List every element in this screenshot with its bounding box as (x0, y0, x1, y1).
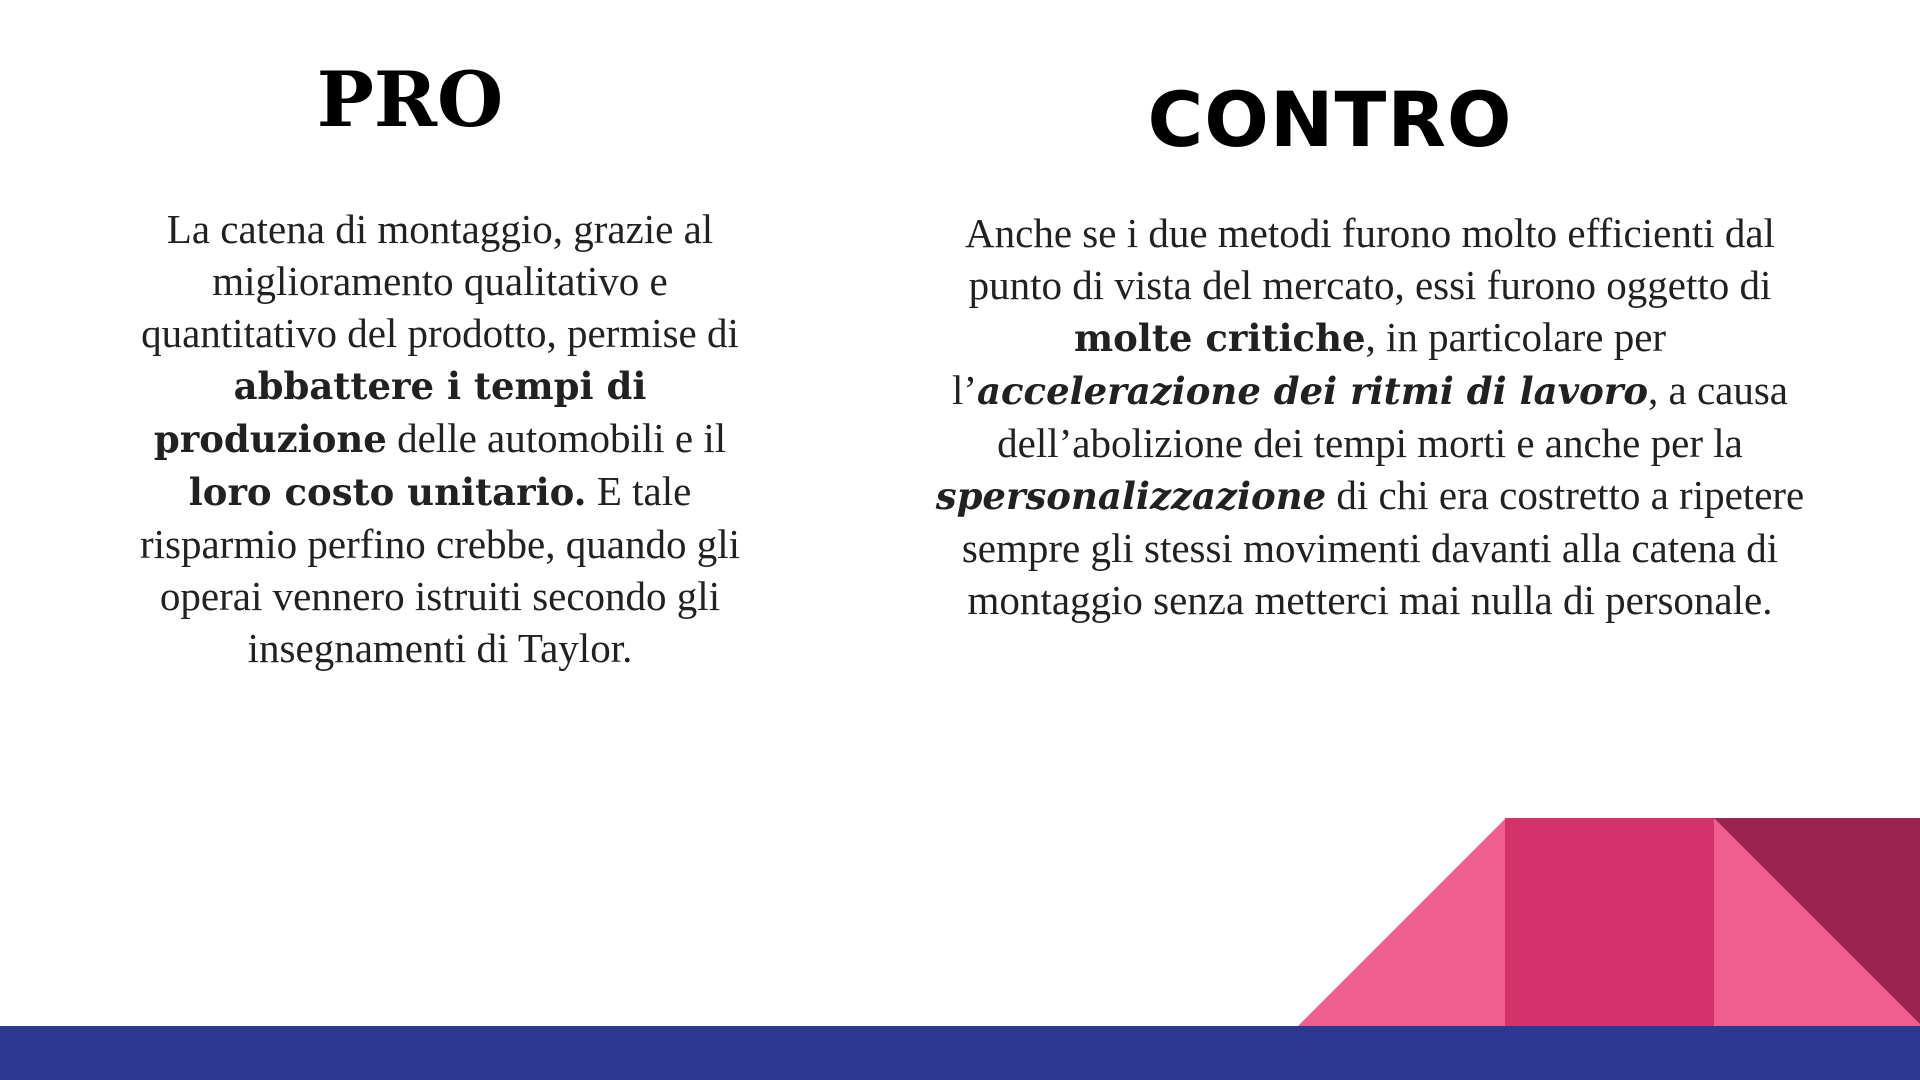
contro-bold-italic-1 (977, 369, 1648, 413)
corner-decoration (1296, 818, 1920, 1028)
contro-bold-italic-2 (936, 474, 1326, 518)
contro-text-1: Anche se i due metodi furono molto efficienti dal punto di vista del mercato, essi furono oggetto di (965, 210, 1775, 308)
corner-triangle-left (1296, 818, 1506, 1028)
pro-bold-2: loro costo unitario. (188, 470, 587, 514)
pro-paragraph (120, 203, 760, 674)
pro-text-2: delle automobili e il (386, 415, 727, 461)
contro-title: CONTRO (1147, 75, 1513, 164)
pro-title: PRO (316, 55, 504, 144)
contro-bold-1: molte critiche (1073, 316, 1366, 360)
contro-text-4: di chi era costretto a ripetere sempre gli stessi movimenti davanti alla catena di montaggio senza metterci mai nulla di personale. (961, 472, 1805, 623)
footer-bar (0, 1026, 1920, 1080)
contro-text-2: , in particolare per l’ (951, 314, 1667, 413)
contro-text-3: , a causa dell’abolizione dei tempi morti e anche per la (997, 367, 1788, 466)
contro-paragraph (930, 207, 1810, 626)
pro-text-1: La catena di montaggio, grazie al miglioramento qualitativo e quantitativo del prodotto, permise di (141, 206, 739, 356)
contro-bold-italic-1-text: accelerazione dei ritmi di lavoro (977, 369, 1648, 413)
corner-block-mid (1505, 818, 1715, 1028)
contro-bold-italic-2-text: spersonalizzazione (935, 474, 1327, 518)
pro-bold-1: abbattere i tempi di produzione (153, 364, 647, 461)
pro-text-3: E tale risparmio perfino crebbe, quando gli operai vennero istruiti secondo gli insegnamenti di Taylor. (139, 468, 740, 671)
